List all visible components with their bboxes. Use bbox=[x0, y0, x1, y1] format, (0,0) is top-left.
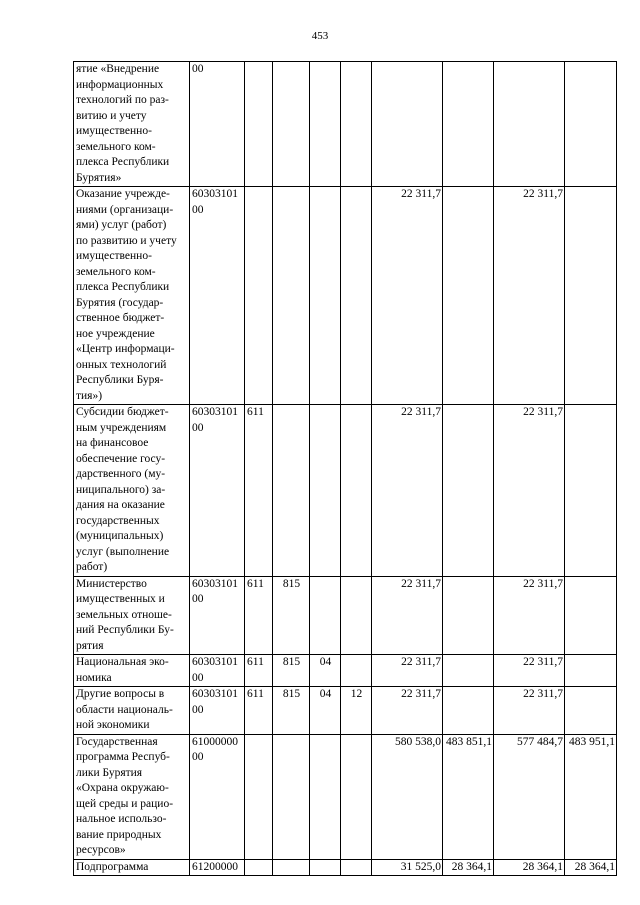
cell-pr bbox=[341, 734, 372, 859]
cell-value-3: 22 311,7 bbox=[494, 687, 565, 735]
cell-grbs bbox=[273, 405, 310, 577]
cell-pr: 12 bbox=[341, 687, 372, 735]
cell-value-4 bbox=[565, 655, 617, 687]
cell-rz bbox=[310, 734, 341, 859]
cell-code: 60303101 00 bbox=[190, 187, 245, 405]
table-row bbox=[74, 687, 617, 735]
table-row bbox=[74, 859, 617, 876]
budget-table bbox=[73, 61, 617, 876]
cell-value-1: 22 311,7 bbox=[372, 405, 443, 577]
cell-code: 60303101 00 bbox=[190, 655, 245, 687]
cell-rz bbox=[310, 576, 341, 655]
cell-vr: 611 bbox=[245, 687, 273, 735]
cell-code: 61200000 bbox=[190, 859, 245, 876]
cell-value-1 bbox=[372, 62, 443, 187]
table-row bbox=[74, 576, 617, 655]
cell-name: Субсидии бюджет- ным учреждениям на финансовое обеспечение госу- дарственного (му- ниципального) за- дания на оказание государственных (муниципальных) услуг (выполнение работ) bbox=[74, 405, 190, 577]
cell-rz bbox=[310, 859, 341, 876]
cell-value-1: 22 311,7 bbox=[372, 187, 443, 405]
cell-value-3: 577 484,7 bbox=[494, 734, 565, 859]
cell-vr bbox=[245, 859, 273, 876]
cell-name: Оказание учрежде- ниями (организаци- ями) услуг (работ) по развитию и учету имущественно- земельного ком- плекса Республики Бурятия (государ- ственное бюджет- ное учреждение «Центр информаци- онных технологий Республики Буря- тия») bbox=[74, 187, 190, 405]
table-row bbox=[74, 405, 617, 577]
cell-value-3: 22 311,7 bbox=[494, 405, 565, 577]
cell-pr bbox=[341, 405, 372, 577]
cell-value-2 bbox=[443, 655, 494, 687]
page-number: 453 bbox=[311, 30, 329, 42]
cell-vr bbox=[245, 62, 273, 187]
cell-code: 61000000 00 bbox=[190, 734, 245, 859]
cell-rz bbox=[310, 405, 341, 577]
cell-value-3: 22 311,7 bbox=[494, 576, 565, 655]
cell-name: ятие «Внедрение информационных технологий по раз- витию и учету имущественно- земельного ком- плекса Республики Бурятия» bbox=[74, 62, 190, 187]
cell-value-1: 22 311,7 bbox=[372, 576, 443, 655]
cell-pr bbox=[341, 655, 372, 687]
cell-name: Национальная эко- номика bbox=[74, 655, 190, 687]
cell-rz bbox=[310, 62, 341, 187]
cell-code: 60303101 00 bbox=[190, 405, 245, 577]
cell-value-3: 22 311,7 bbox=[494, 187, 565, 405]
cell-rz bbox=[310, 187, 341, 405]
cell-value-4 bbox=[565, 687, 617, 735]
cell-value-2 bbox=[443, 687, 494, 735]
cell-value-4 bbox=[565, 187, 617, 405]
cell-value-2: 28 364,1 bbox=[443, 859, 494, 876]
cell-name: Министерство имущественных и земельных отноше- ний Республики Бу- рятия bbox=[74, 576, 190, 655]
cell-vr bbox=[245, 734, 273, 859]
cell-name: Подпрограмма bbox=[74, 859, 190, 876]
cell-value-2: 483 851,1 bbox=[443, 734, 494, 859]
cell-grbs bbox=[273, 734, 310, 859]
cell-value-4 bbox=[565, 405, 617, 577]
cell-grbs: 815 bbox=[273, 687, 310, 735]
cell-rz: 04 bbox=[310, 687, 341, 735]
cell-value-2 bbox=[443, 576, 494, 655]
cell-grbs bbox=[273, 859, 310, 876]
cell-code: 60303101 00 bbox=[190, 687, 245, 735]
cell-code: 00 bbox=[190, 62, 245, 187]
cell-pr bbox=[341, 859, 372, 876]
cell-value-4 bbox=[565, 576, 617, 655]
cell-grbs bbox=[273, 62, 310, 187]
cell-pr bbox=[341, 187, 372, 405]
cell-code: 60303101 00 bbox=[190, 576, 245, 655]
cell-value-2 bbox=[443, 405, 494, 577]
cell-name: Государственная программа Респуб- лики Бурятия «Охрана окружаю- щей среды и рацио- нальное использо- вание природных ресурсов» bbox=[74, 734, 190, 859]
cell-grbs: 815 bbox=[273, 576, 310, 655]
cell-grbs: 815 bbox=[273, 655, 310, 687]
table-row bbox=[74, 734, 617, 859]
cell-value-4: 28 364,1 bbox=[565, 859, 617, 876]
table-row bbox=[74, 187, 617, 405]
cell-value-1: 22 311,7 bbox=[372, 687, 443, 735]
cell-value-1: 22 311,7 bbox=[372, 655, 443, 687]
cell-value-1: 580 538,0 bbox=[372, 734, 443, 859]
cell-vr bbox=[245, 187, 273, 405]
cell-value-3 bbox=[494, 62, 565, 187]
cell-pr bbox=[341, 62, 372, 187]
cell-value-2 bbox=[443, 62, 494, 187]
cell-value-1: 31 525,0 bbox=[372, 859, 443, 876]
cell-value-3: 22 311,7 bbox=[494, 655, 565, 687]
cell-grbs bbox=[273, 187, 310, 405]
cell-name: Другие вопросы в области националь- ной экономики bbox=[74, 687, 190, 735]
table-row bbox=[74, 655, 617, 687]
cell-value-2 bbox=[443, 187, 494, 405]
table-body bbox=[74, 62, 617, 876]
cell-pr bbox=[341, 576, 372, 655]
cell-rz: 04 bbox=[310, 655, 341, 687]
cell-vr: 611 bbox=[245, 655, 273, 687]
cell-vr: 611 bbox=[245, 405, 273, 577]
table-row bbox=[74, 62, 617, 187]
cell-value-4: 483 951,1 bbox=[565, 734, 617, 859]
cell-value-3: 28 364,1 bbox=[494, 859, 565, 876]
cell-value-4 bbox=[565, 62, 617, 187]
cell-vr: 611 bbox=[245, 576, 273, 655]
